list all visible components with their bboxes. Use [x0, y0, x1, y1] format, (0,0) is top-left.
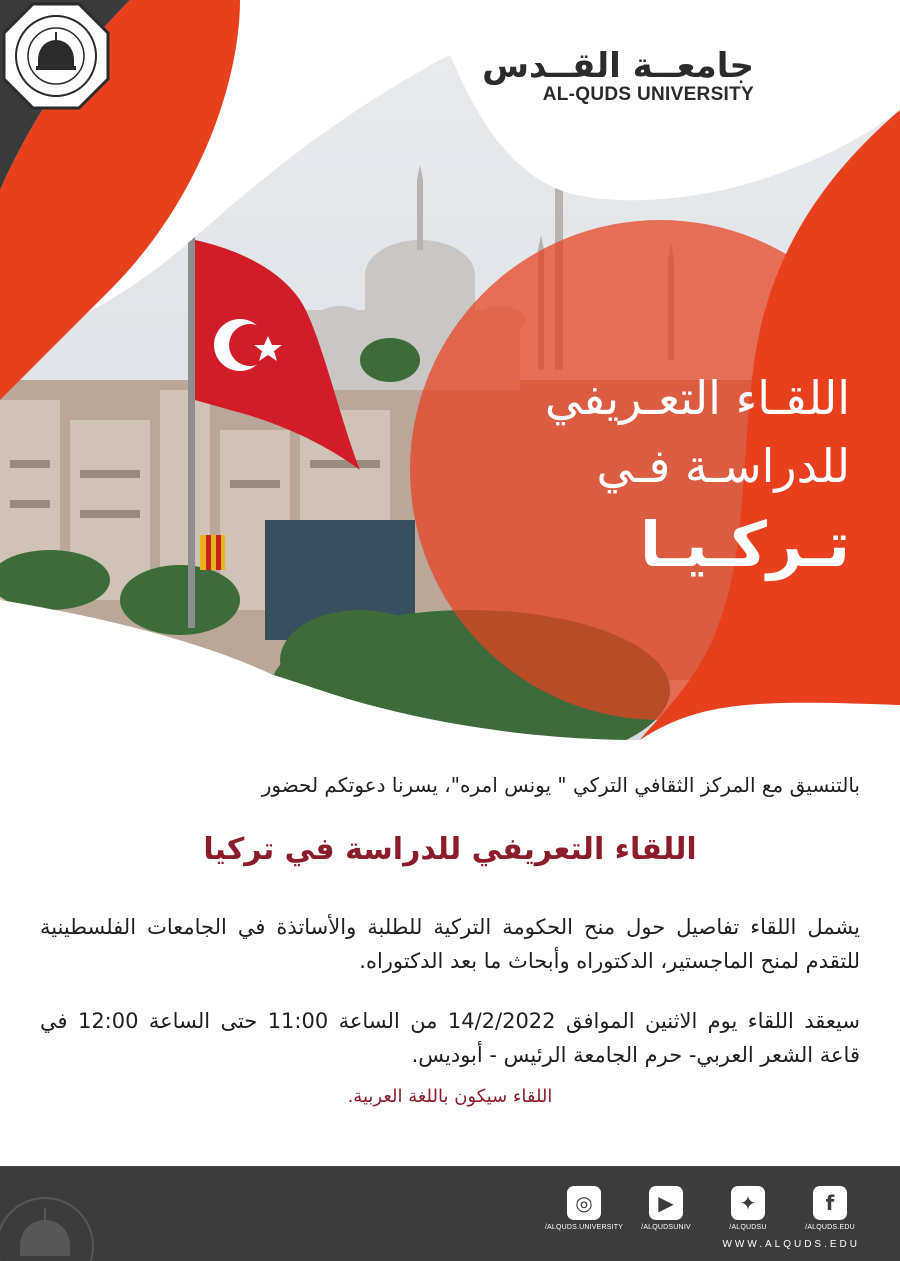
- website-link[interactable]: WWW.ALQUDS.EDU: [722, 1239, 860, 1250]
- hero-title-line-3: تـركـيـا: [639, 508, 850, 581]
- social-handle: /ALQUDSUNIV: [641, 1224, 691, 1231]
- social-twitter[interactable]: [714, 1186, 782, 1231]
- announcement-body: [40, 770, 860, 1110]
- social-handle: /ALQUDS.UNIVERSITY: [544, 1224, 624, 1231]
- hero-title-line-1: اللقـاء التعـريفي: [544, 371, 850, 425]
- social-facebook[interactable]: [796, 1186, 864, 1231]
- description-paragraph: يشمل اللقاء تفاصيل حول منح الحكومة التركية للطلبة والأساتذة في الجامعات الفلسطينية للتقدم لمنح الماجستير، الدكتوراه وأبحاث ما بعد الدكتوراه.: [40, 915, 860, 973]
- social-youtube[interactable]: [632, 1186, 700, 1231]
- social-instagram[interactable]: [544, 1186, 624, 1231]
- social-links: [544, 1186, 864, 1231]
- footer: [0, 1166, 900, 1261]
- intro-text: بالتنسيق مع المركز الثقافي التركي " يونس امره"، يسرنا دعوتكم لحضور: [261, 773, 860, 797]
- youtube-icon[interactable]: ▶: [649, 1186, 683, 1220]
- language-note: اللقاء سيكون باللغة العربية.: [347, 1086, 553, 1107]
- facebook-icon[interactable]: f: [813, 1186, 847, 1220]
- instagram-icon[interactable]: ◎: [567, 1186, 601, 1220]
- footer-seal-watermark-icon: [0, 1186, 100, 1261]
- university-name-english: AL-QUDS UNIVERSITY: [542, 84, 754, 105]
- schedule-paragraph: سيعقد اللقاء يوم الاثنين الموافق 14/2/2022 من الساعة 11:00 حتى الساعة 12:00 في قاعة الشعر العربي- حرم الجامعة الرئيس - أبوديس.: [40, 1009, 860, 1067]
- hero-title: [430, 365, 850, 589]
- hero-title-line-2: للدراسـة فـي: [596, 439, 850, 493]
- university-seal-icon: [0, 0, 112, 112]
- twitter-icon[interactable]: ✦: [731, 1186, 765, 1220]
- social-handle: /ALQUDS.EDU: [805, 1224, 855, 1231]
- social-handle: /ALQUDSU: [729, 1224, 767, 1231]
- university-name-arabic: جامعــة القــدس: [482, 46, 754, 86]
- event-headline: اللقاء التعريفي للدراسة في تركيا: [203, 832, 697, 867]
